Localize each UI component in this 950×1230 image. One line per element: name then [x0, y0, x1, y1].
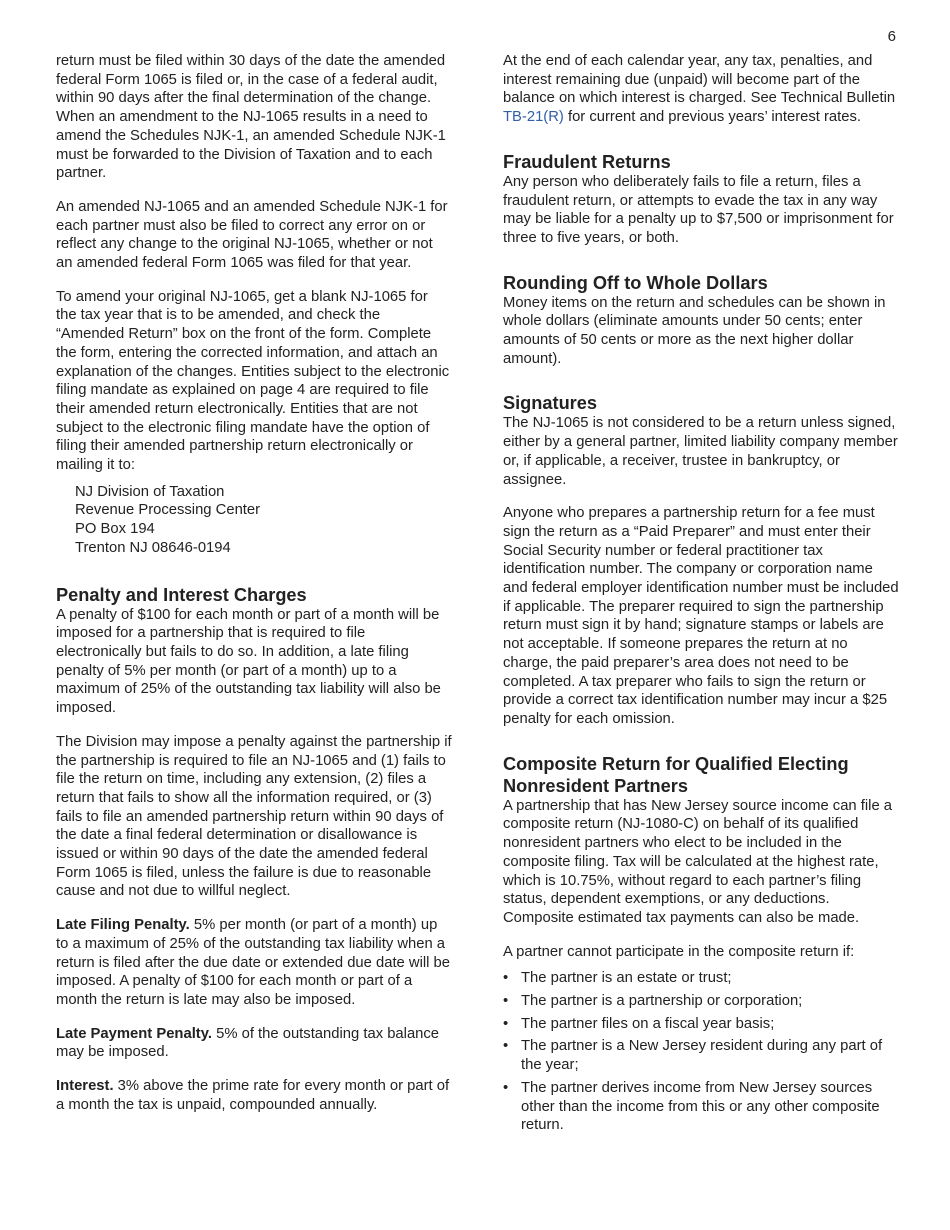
list-item: • The partner files on a fiscal year basis;: [503, 1015, 899, 1034]
fraudulent-returns-heading: Fraudulent Returns: [503, 151, 671, 172]
late-filing-text: 5% per month (or part of a month) up to a maximum of 25% of the outstanding tax liability when a return is filed after the due date or extended due date will be imposed. A penalty of $100 for each month or part of a month the return is late may also be imposed.: [56, 917, 451, 1008]
fraudulent-returns-text: Any person who deliberately fails to file a return, files a fraudulent return, or attempts to evade the tax in any way may be liable for a penalty up to $7,500 or imprisonment for three to five years, or both.: [503, 173, 894, 246]
composite-heading-line-1: Composite Return for Qualified Electing: [503, 753, 849, 774]
rounding-text: Money items on the return and schedules can be shown in whole dollars (eliminate amounts under 50 cents; enter amounts of 50 cents or more as the next higher dollar amount).: [503, 294, 886, 367]
amended-return-paragraph-1: return must be filed within 30 days of the date the amended federal Form 1065 is filed or, in the case of a federal audit, within 90 days after the final determination of the change. When an amendment to the NJ-1065 results in a need to amend the Schedules NJK-1, an amended Schedule NJK-1 must be forwarded to the Division of Taxation and to each partner.: [56, 53, 446, 182]
interest-continued-text: At the end of each calendar year, any tax, penalties, and interest remaining due (unpaid) will become part of the balance on which interest is charged. See Technical Bulletin: [503, 53, 896, 107]
rounding-heading: Rounding Off to Whole Dollars: [503, 272, 768, 293]
interest-continued-paragraph: [503, 52, 899, 127]
late-payment-text: 5% of the outstanding tax balance may be imposed.: [56, 1025, 440, 1061]
interest-charge: [56, 1077, 452, 1114]
right-column: [503, 52, 899, 1139]
signatures-paragraph-1: The NJ-1065 is not considered to be a return unless signed, either by a general partner, limited liability company member or, if applicable, a receiver, trustee in bankruptcy, or assignee.: [503, 415, 898, 488]
tb-21r-link[interactable]: TB-21(R): [503, 109, 564, 126]
amended-return-paragraph-2: An amended NJ-1065 and an amended Schedule NJK-1 for each partner must also be filed to correct any error on or reflect any change to the original NJ-1065, whether or not an amended federal Form 1065 was filed for that year.: [56, 198, 448, 272]
address-line: PO Box 194: [75, 521, 155, 538]
penalty-paragraph-2: The Division may impose a penalty against the partnership if the partnership is required to file an NJ-1065 and (1) fails to file the return on time, including any extension, (2) files a return that fails to show all the information required, or (3) fails to file an amended partnership return within 90 days of the date a final federal determination or disallowance is issued or within 90 days of the date the amended federal Form 1065 is filed, unless the failure is due to reasonable cause and not due to willful neglect.: [56, 733, 452, 900]
composite-paragraph-2: A partner cannot participate in the composite return if:: [503, 943, 855, 960]
address-line: Revenue Processing Center: [75, 502, 261, 519]
address-line: NJ Division of Taxation: [75, 483, 225, 500]
composite-heading-line-2: Nonresident Partners: [503, 775, 688, 796]
late-filing-label: Late Filing Penalty.: [56, 917, 190, 934]
late-filing-penalty: [56, 916, 452, 1010]
list-item: • The partner is a partnership or corporation;: [503, 992, 899, 1011]
late-payment-penalty: [56, 1025, 452, 1062]
signatures-heading: Signatures: [503, 393, 597, 414]
penalty-paragraph-1: A penalty of $100 for each month or part of a month will be imposed for a partnership that is required to file electronically but fails to do so. In addition, a late filing penalty of 5% per month (or part of a month) up to a maximum of 25% of the outstanding tax liability will also be imposed.: [56, 606, 441, 717]
left-column: [56, 52, 452, 1129]
composite-paragraph-1: A partnership that has New Jersey source income can file a composite return (NJ-1080-C) on behalf of its qualified nonresident partners who elect to be included in the composite filing. Tax will be calculated at the highest rate, which is 10.75%, without regard to each partner’s filing status, dependent exemptions, or any deductions. Composite estimated tax payments can also be made.: [503, 797, 893, 926]
signatures-paragraph-2: Anyone who prepares a partnership return for a fee must sign the return as a “Paid Preparer” and must enter their Social Security number or federal practitioner tax identification number. The company or corporation name and federal employer identification number must be included if applicable. The preparer required to sign the partnership return must sign it by hand; signature stamps or labels are not acceptable. If someone prepares the return at no charge, the paid preparer’s area does not need to be completed. A tax preparer who fails to sign the return or provide a correct tax identification number may incur a $25 penalty for each omission.: [503, 505, 899, 727]
interest-label: Interest.: [56, 1078, 114, 1095]
mailing-address: [75, 483, 452, 558]
address-line: Trenton NJ 08646-0194: [75, 539, 231, 556]
list-item: • The partner is a New Jersey resident during any part of the year;: [503, 1037, 899, 1074]
list-item: • The partner is an estate or trust;: [503, 969, 899, 988]
late-payment-label: Late Payment Penalty.: [56, 1025, 212, 1042]
interest-text: 3% above the prime rate for every month or part of a month the tax is unpaid, compounded annually.: [56, 1078, 450, 1113]
composite-return-heading: [503, 753, 899, 797]
interest-continued-text-end: for current and previous years’ interest rates.: [563, 109, 862, 126]
list-item: • The partner derives income from New Jersey sources other than the income from this or any other composite return.: [503, 1079, 899, 1135]
page-number: 6: [887, 28, 896, 45]
amended-return-paragraph-3: To amend your original NJ-1065, get a blank NJ-1065 for the tax year that is to be amended, and check the “Amended Return” box on the front of the form. Complete the form, entering the corrected information, and attach an explanation of the changes. Entities subject to the electronic filing mandate as explained on page 4 are required to file their amended return electronically. Entities that are not subject to the electronic filing mandate have the option of filing their amended partnership return electronically or mailing it to:: [56, 288, 450, 474]
composite-exclusion-list: [503, 969, 899, 1135]
penalty-heading: Penalty and Interest Charges: [56, 584, 307, 605]
